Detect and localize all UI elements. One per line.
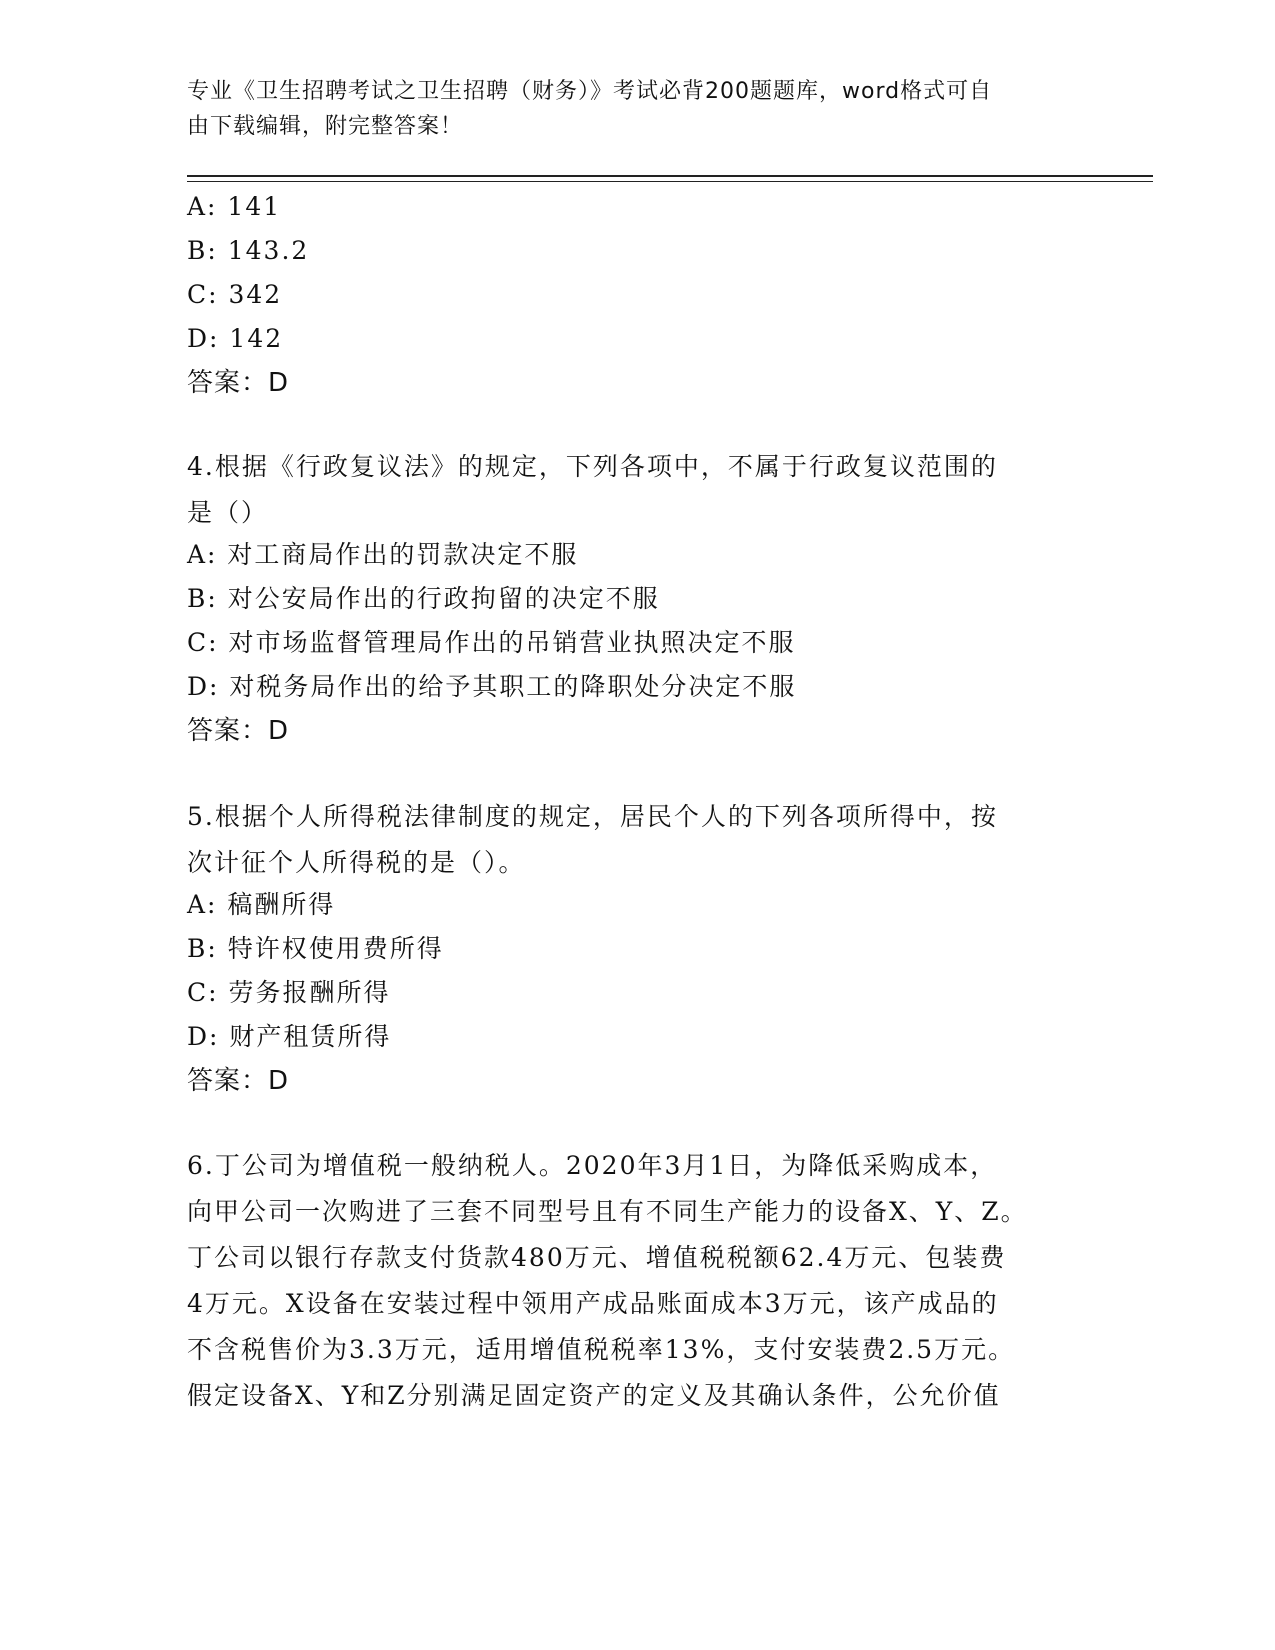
q3-option-a: A: 141 <box>187 192 282 221</box>
q4-answer: 答案：D <box>187 716 290 746</box>
q4-stem-line-1: 4.根据《行政复议法》的规定，下列各项中，不属于行政复议范围的 <box>187 452 998 481</box>
q5-option-b: B: 特许权使用费所得 <box>187 934 444 963</box>
q3-option-b: B: 143.2 <box>187 236 310 265</box>
q4-option-d: D: 对税务局作出的给予其职工的降职处分决定不服 <box>187 672 797 701</box>
header-rule-thin <box>187 181 1153 182</box>
q6-stem-line-3: 丁公司以银行存款支付货款480万元、增值税税额62.4万元、包装费 <box>187 1243 1007 1272</box>
header-line-1: 专业《卫生招聘考试之卫生招聘（财务）》考试必背200题题库，word格式可自 <box>187 79 993 104</box>
q6-stem-line-5: 不含税售价为3.3万元，适用增值税税率13%，支付安装费2.5万元。 <box>187 1335 1016 1364</box>
q5-stem <box>187 794 1077 886</box>
q4-stem <box>187 444 1077 536</box>
q5-option-d: D: 财产租赁所得 <box>187 1022 392 1051</box>
q6-stem-line-2: 向甲公司一次购进了三套不同型号且有不同生产能力的设备X、Y、Z。 <box>187 1197 1028 1226</box>
q5-stem-line-1: 5.根据个人所得税法律制度的规定，居民个人的下列各项所得中，按 <box>187 802 998 831</box>
q4-option-b: B: 对公安局作出的行政拘留的决定不服 <box>187 584 660 613</box>
q3-answer: 答案：D <box>187 368 290 398</box>
q4-option-a: A: 对工商局作出的罚款决定不服 <box>187 540 579 569</box>
q6-stem-line-4: 4万元。X设备在安装过程中领用产成品账面成本3万元，该产成品的 <box>187 1289 999 1318</box>
q3-option-d: D: 142 <box>187 324 284 353</box>
document-header <box>187 74 1067 144</box>
q5-option-a: A: 稿酬所得 <box>187 890 336 919</box>
q3-option-c: C: 342 <box>187 280 283 309</box>
q4-stem-line-2: 是（） <box>187 498 269 527</box>
q6-stem-line-1: 6.丁公司为增值税一般纳税人。2020年3月1日，为降低采购成本， <box>187 1151 998 1180</box>
header-line-2: 由下载编辑，附完整答案！ <box>187 114 464 139</box>
q4-option-c: C: 对市场监督管理局作出的吊销营业执照决定不服 <box>187 628 796 657</box>
header-rule-thick <box>187 175 1153 177</box>
q5-stem-line-2: 次计征个人所得税的是（）。 <box>187 848 526 877</box>
q5-answer: 答案：D <box>187 1066 290 1096</box>
q6-stem-line-6: 假定设备X、Y和Z分别满足固定资产的定义及其确认条件，公允价值 <box>187 1381 1001 1410</box>
q5-option-c: C: 劳务报酬所得 <box>187 978 391 1007</box>
q6-stem <box>187 1143 1077 1419</box>
